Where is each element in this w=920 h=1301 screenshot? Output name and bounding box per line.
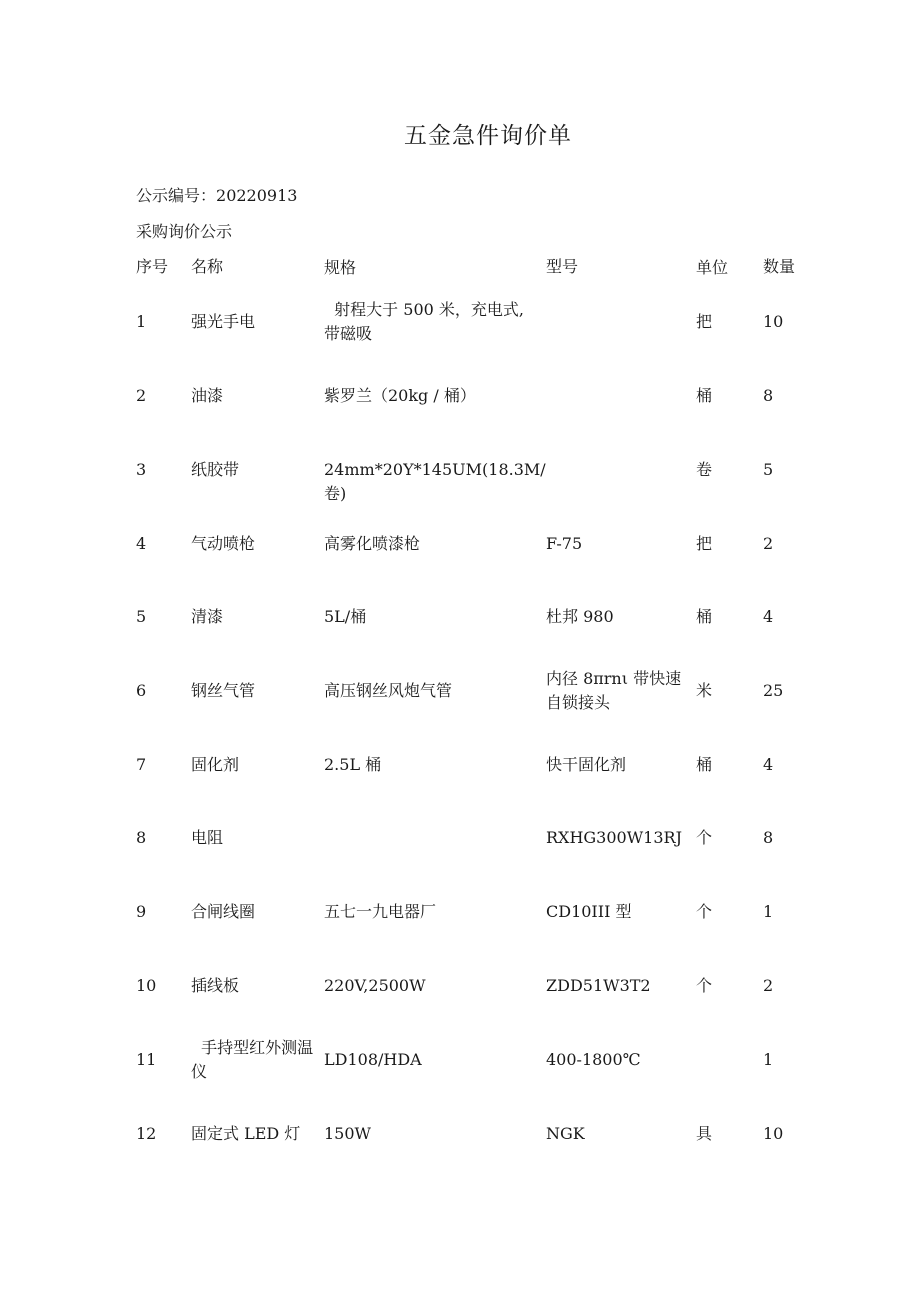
cell-name: 油漆: [191, 386, 224, 405]
cell-no: 9: [136, 902, 147, 921]
cell-name: 电阻: [191, 828, 224, 847]
cell-qty: 5: [763, 460, 774, 479]
cell-unit: 具: [696, 1124, 713, 1143]
cell-unit: 个: [696, 976, 713, 995]
cell-name: 固化剂: [191, 755, 240, 774]
cell-model: F-75: [546, 534, 583, 553]
cell-model: 内径 8πrnι 带快速自锁接头: [546, 669, 682, 712]
cell-spec: 紫罗兰（20kg / 桶）: [324, 386, 476, 405]
cell-no: 10: [136, 976, 157, 995]
cell-model: 杜邦 980: [546, 607, 614, 626]
cell-qty: 10: [763, 312, 784, 331]
cell-qty: 4: [763, 755, 774, 774]
cell-unit: 把: [696, 534, 713, 553]
cell-model: 快干固化剂: [546, 755, 627, 774]
cell-name: 插线板: [191, 976, 240, 995]
cell-name: 钢丝气管: [191, 681, 256, 700]
header-qty: 数量: [763, 257, 796, 276]
cell-model: NGK: [546, 1124, 585, 1143]
notice-number-line: [136, 183, 297, 206]
cell-name: 合闸线圈: [191, 902, 256, 921]
cell-no: 1: [136, 312, 147, 331]
cell-model: 400-1800℃: [546, 1050, 641, 1069]
cell-spec: 150W: [324, 1124, 371, 1143]
cell-name: 清漆: [191, 607, 224, 626]
cell-name: 强光手电: [191, 312, 256, 331]
cell-spec: 五七一九电器厂: [324, 902, 437, 921]
cell-spec: 高雾化喷漆枪: [324, 534, 421, 553]
cell-no: 8: [136, 828, 147, 847]
cell-spec: LD108/HDA: [324, 1050, 422, 1069]
header-name: 名称: [191, 257, 224, 276]
cell-no: 5: [136, 607, 147, 626]
cell-spec: 5L/桶: [324, 607, 367, 626]
cell-name: 固定式 LED 灯: [191, 1124, 301, 1143]
cell-unit: 米: [696, 681, 713, 700]
notice-number-value: 20220913: [216, 186, 298, 205]
cell-no: 6: [136, 681, 147, 700]
cell-name: 气动喷枪: [191, 534, 256, 553]
cell-model: ZDD51W3T2: [546, 976, 651, 995]
cell-unit: 桶: [696, 386, 713, 405]
cell-no: 4: [136, 534, 147, 553]
cell-qty: 8: [763, 828, 774, 847]
cell-name: 手持型红外测温仪: [191, 1038, 314, 1081]
cell-spec: 射程大于 500 米，充电式,带磁吸: [324, 300, 524, 343]
cell-qty: 2: [763, 534, 774, 553]
cell-qty: 25: [763, 681, 784, 700]
cell-no: 11: [136, 1050, 157, 1069]
header-unit: 单位: [696, 258, 729, 277]
cell-spec: 24mm*20Y*145UM(18.3M/卷): [324, 436, 546, 503]
cell-no: 3: [136, 460, 147, 479]
cell-no: 2: [136, 386, 147, 405]
cell-unit: 个: [696, 828, 713, 847]
cell-qty: 10: [763, 1124, 784, 1143]
cell-name: 纸胶带: [191, 460, 240, 479]
cell-unit: 把: [696, 312, 713, 331]
cell-unit: 个: [696, 902, 713, 921]
cell-no: 7: [136, 755, 147, 774]
header-spec: 规格: [324, 258, 357, 277]
cell-unit: 桶: [696, 755, 713, 774]
cell-spec: 2.5L 桶: [324, 755, 382, 774]
cell-model: CD10III 型: [546, 902, 632, 921]
cell-qty: 4: [763, 607, 774, 626]
cell-qty: 8: [763, 386, 774, 405]
cell-qty: 1: [763, 902, 774, 921]
cell-model: RXHG300W13RJ: [546, 828, 682, 847]
header-no: 序号: [136, 257, 169, 276]
cell-qty: 1: [763, 1050, 774, 1069]
document-title: 五金急件询价单: [404, 123, 572, 149]
cell-spec: 高压钢丝风炮气管: [324, 681, 453, 700]
document-subtitle: 采购询价公示: [136, 222, 233, 241]
cell-qty: 2: [763, 976, 774, 995]
cell-no: 12: [136, 1124, 157, 1143]
cell-unit: 卷: [696, 460, 713, 479]
cell-spec: 220V,2500W: [324, 976, 426, 995]
header-model: 型号: [546, 257, 579, 276]
cell-unit: 桶: [696, 607, 713, 626]
notice-number-label: 公示编号：: [136, 186, 217, 205]
